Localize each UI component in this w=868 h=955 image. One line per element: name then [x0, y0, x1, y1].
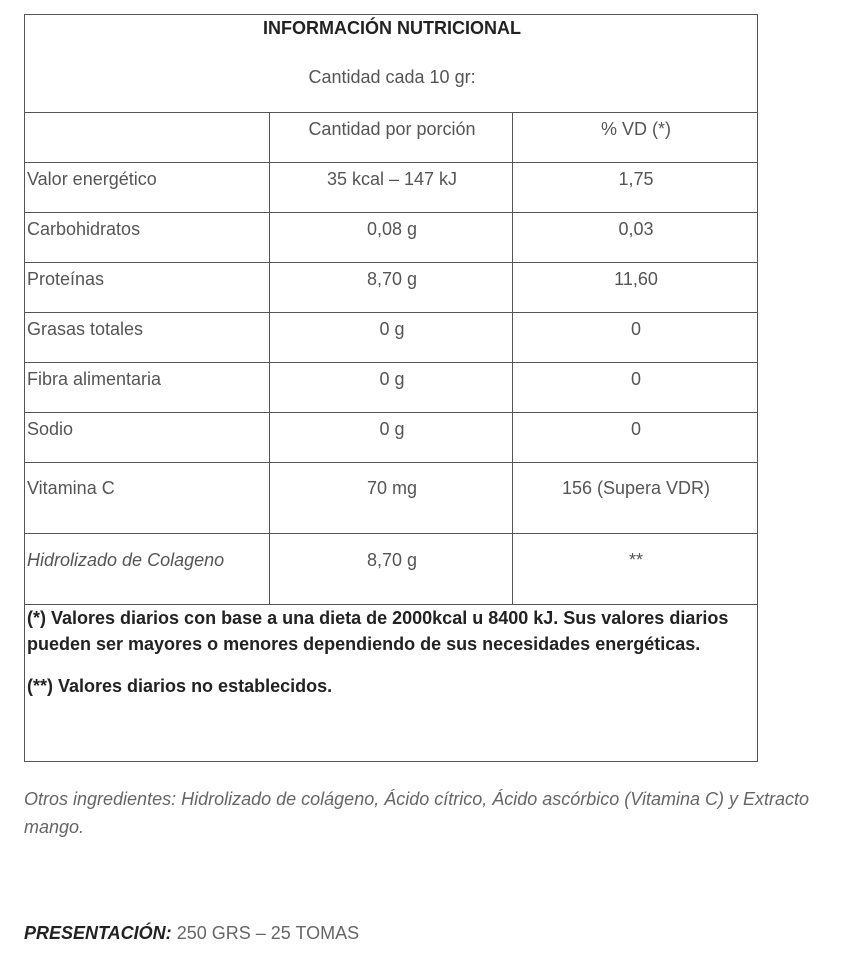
table-row — [25, 163, 758, 213]
table-title-cell — [25, 15, 758, 113]
header-vd: % VD (*) — [513, 113, 758, 163]
table-subtitle: Cantidad cada 10 gr: — [308, 67, 476, 87]
row-amount: 0 g — [270, 363, 513, 413]
header-empty — [25, 113, 270, 163]
header-amount: Cantidad por porción — [270, 113, 513, 163]
notes-cell — [25, 605, 758, 762]
notes-row — [25, 605, 758, 762]
row-amount: 70 mg — [270, 463, 513, 534]
footnote-not-established: (**) Valores diarios no establecidos. — [27, 676, 333, 696]
table-row — [25, 463, 758, 534]
table-title-row — [25, 15, 758, 113]
row-vd: 1,75 — [513, 163, 758, 213]
row-amount: 0,08 g — [270, 213, 513, 263]
row-amount: 8,70 g — [270, 534, 513, 605]
nutrition-table — [24, 14, 758, 762]
presentation-value: 250 GRS – 25 TOMAS — [171, 923, 360, 943]
row-name: Carbohidratos — [25, 213, 270, 263]
row-name: Sodio — [25, 413, 270, 463]
row-name: Grasas totales — [25, 313, 270, 363]
row-vd: ** — [513, 534, 758, 605]
presentation-label: PRESENTACIÓN: — [24, 923, 172, 943]
row-vd: 0,03 — [513, 213, 758, 263]
table-row — [25, 263, 758, 313]
row-name: Hidrolizado de Colageno — [25, 534, 270, 605]
row-name: Fibra alimentaria — [25, 363, 270, 413]
row-vd: 156 (Supera VDR) — [513, 463, 758, 534]
table-title: INFORMACIÓN NUTRICIONAL — [263, 18, 521, 38]
header-row — [25, 113, 758, 163]
row-name: Proteínas — [25, 263, 270, 313]
row-amount: 8,70 g — [270, 263, 513, 313]
other-ingredients: Otros ingredientes: Hidrolizado de colágeno, Ácido cítrico, Ácido ascórbico (Vitamina C) y Extracto mango. — [24, 789, 810, 837]
row-vd: 11,60 — [513, 263, 758, 313]
row-name: Vitamina C — [25, 463, 270, 534]
table-row — [25, 313, 758, 363]
footnote-daily-values: (*) Valores diarios con base a una dieta de 2000kcal u 8400 kJ. Sus valores diarios pueden ser mayores o menores dependiendo de sus necesidades energéticas. — [27, 608, 729, 654]
presentation — [24, 920, 359, 946]
table-row — [25, 413, 758, 463]
table-row — [25, 534, 758, 605]
row-vd: 0 — [513, 413, 758, 463]
row-amount: 35 kcal – 147 kJ — [270, 163, 513, 213]
table-row — [25, 213, 758, 263]
row-name: Valor energético — [25, 163, 270, 213]
row-amount: 0 g — [270, 313, 513, 363]
row-vd: 0 — [513, 363, 758, 413]
table-row — [25, 363, 758, 413]
row-amount: 0 g — [270, 413, 513, 463]
row-vd: 0 — [513, 313, 758, 363]
